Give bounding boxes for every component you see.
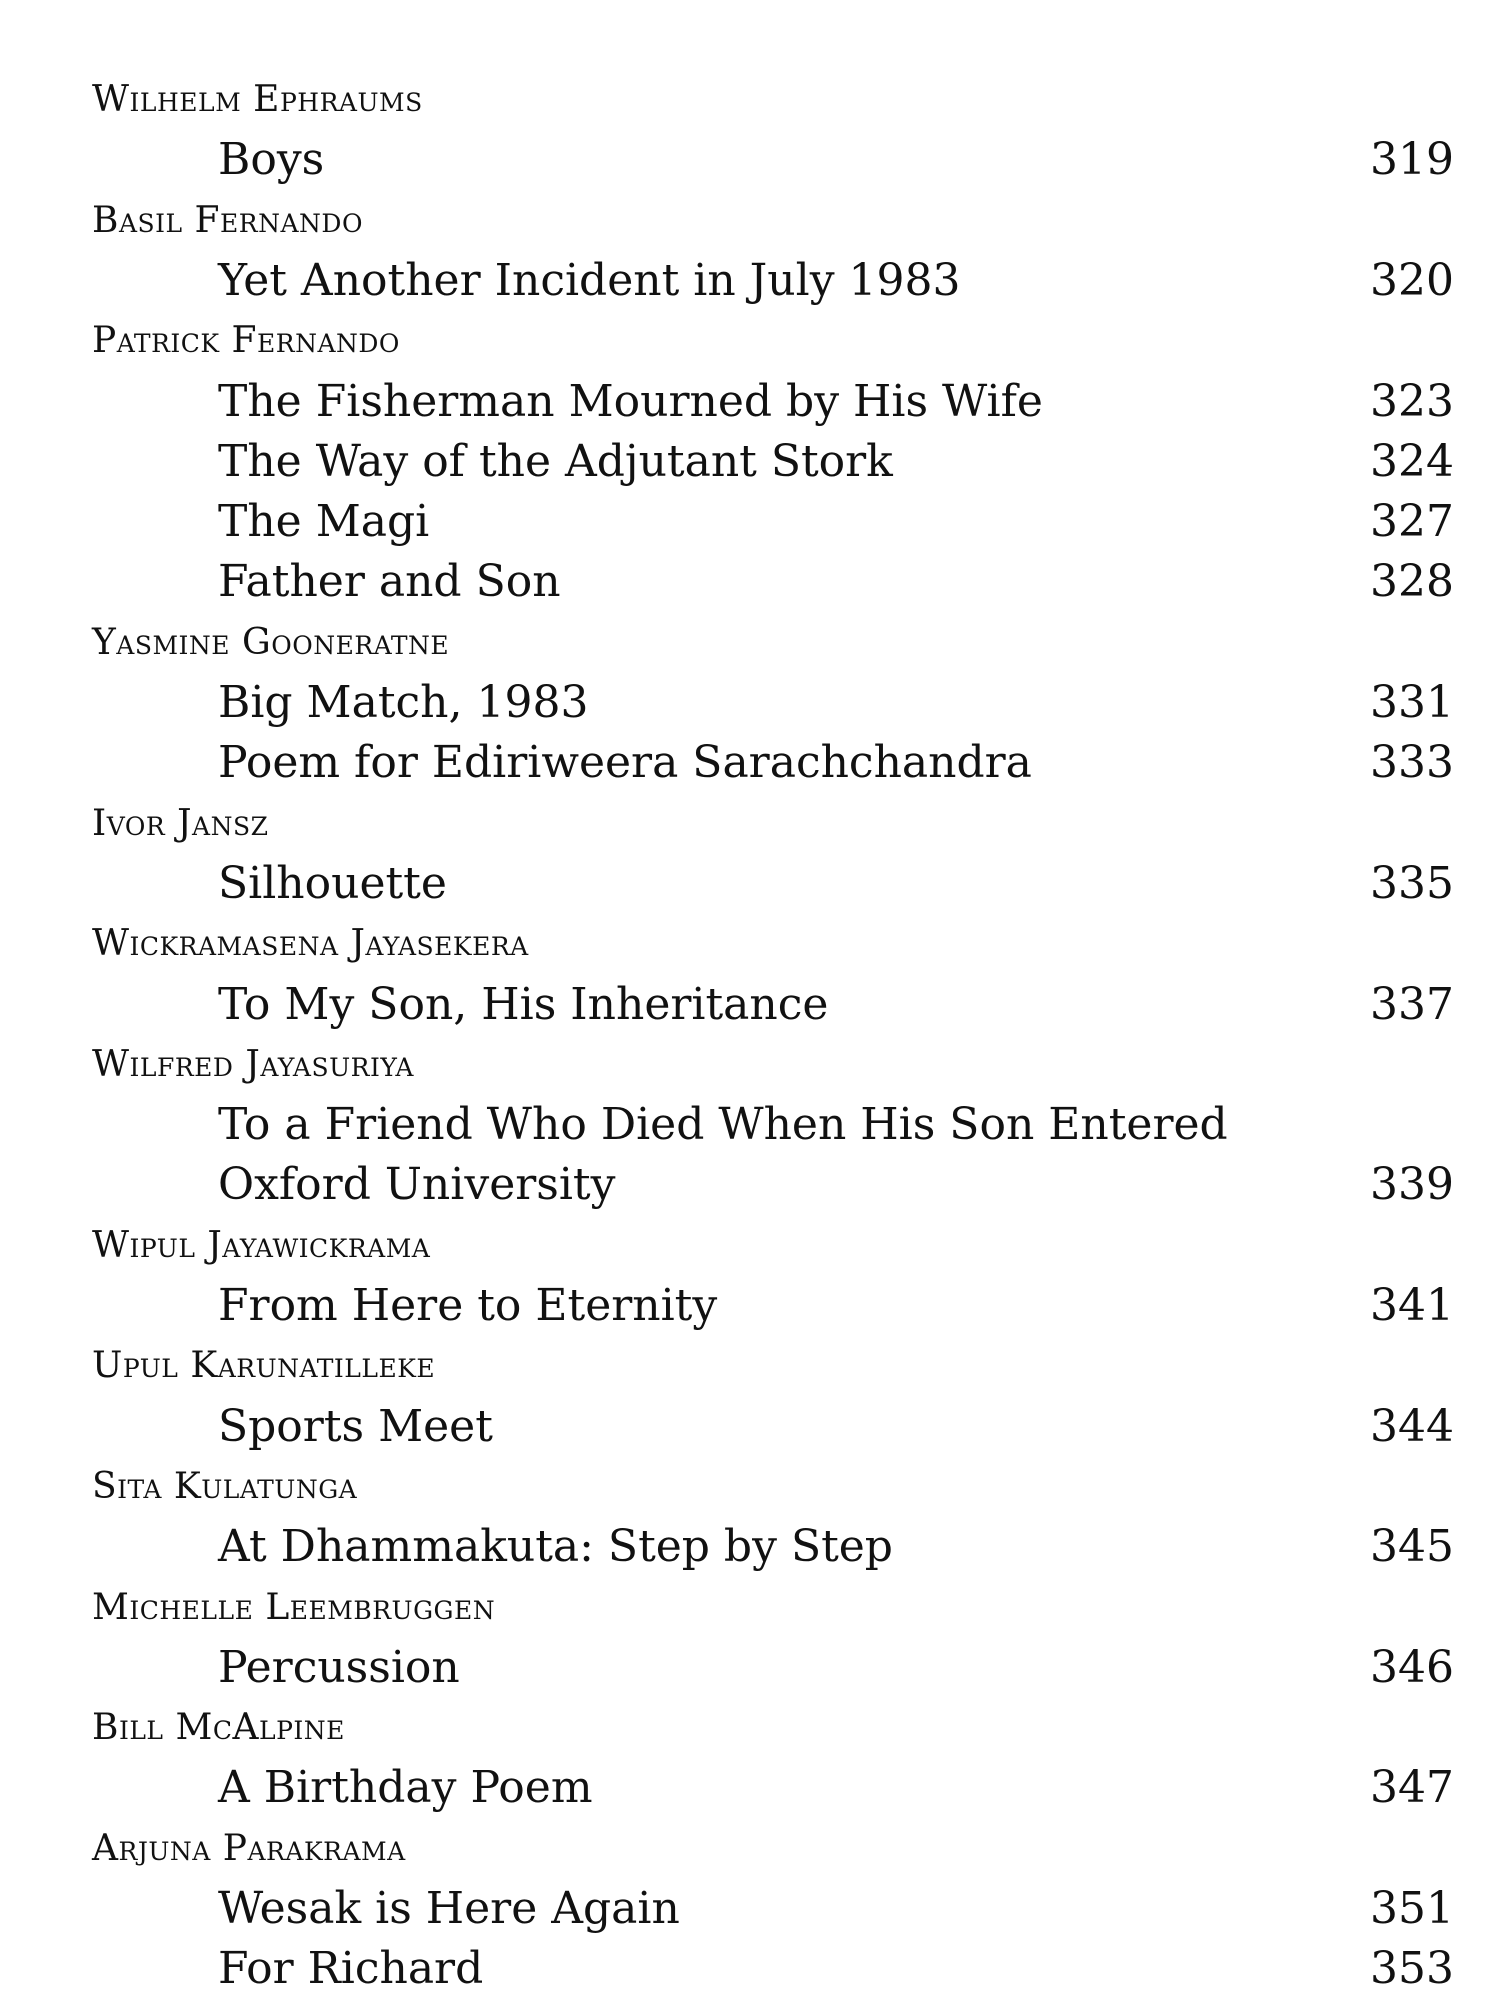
page-number: 324 [1370,435,1454,487]
page-number: 327 [1370,496,1454,548]
page-number: 345 [1370,1521,1454,1573]
author-name: Patrick Fernando [92,320,400,362]
work-title-text: The Fisherman Mourned by His Wife [218,375,1043,427]
work-title-text: Yet Another Incident in July 1983 [218,254,961,306]
author-name: Arjuna Parakrama [92,1827,406,1869]
work-title-text: Boys [218,134,325,186]
work-title-text: Big Match, 1983 [218,677,589,728]
page-number: 337 [1370,978,1454,1030]
work-title-text: Poem for Ediriweera Sarachchandra [218,737,1032,789]
work-title-text: A Birthday Poem [218,1762,593,1814]
work-title-text: To My Son, His Inheritance [218,978,829,1030]
work-title-text: From Here to Eternity [218,1280,718,1331]
page-number: 347 [1370,1762,1454,1814]
work-title-text: Sports Meet [218,1400,493,1452]
work-title-text: The Magi [218,496,430,548]
author-name: Yasmine Gooneratne [92,621,450,663]
page-number: 328 [1370,556,1454,608]
page-number: 320 [1370,254,1454,306]
page-number: 335 [1370,857,1454,909]
author-name: Sita Kulatunga [92,1465,358,1507]
author-name: Wickramasena Jayasekera [92,923,529,965]
page-number: 323 [1370,375,1454,427]
work-title-continued: Oxford University [218,1159,616,1211]
author-name: Michelle Leembruggen [92,1586,496,1628]
page-number: 339 [1370,1159,1454,1211]
author-name: Basil Fernando [92,199,363,241]
page-number: 344 [1370,1400,1454,1452]
work-title: To a Friend Who Died When His Son Entered [218,1099,1228,1151]
author-name: Wilhelm Ephraums [92,79,423,120]
work-title-text: At Dhammakuta: Step by Step [218,1521,893,1573]
page-number: 346 [1370,1641,1454,1693]
author-name: Ivor Jansz [92,802,269,844]
page-number: 351 [1370,1883,1454,1934]
work-title-text: Percussion [218,1641,460,1693]
page-number: 331 [1370,677,1454,728]
work-title-text: Father and Son [218,556,561,608]
page-number: 333 [1370,737,1454,789]
page-number: 353 [1370,1943,1454,1995]
page-number: 341 [1370,1280,1454,1331]
work-title-text: Wesak is Here Again [218,1883,680,1934]
author-name: Upul Karunatilleke [92,1345,436,1387]
page-number: 319 [1370,134,1454,186]
author-name: Wilfred Jayasuriya [92,1043,414,1085]
work-title-text: The Way of the Adjutant Stork [218,435,893,487]
author-name: Bill McAlpine [92,1707,345,1749]
work-title-text: Silhouette [218,857,447,909]
author-name: Wipul Jayawickrama [92,1224,431,1266]
work-title-text: For Richard [218,1943,484,1995]
